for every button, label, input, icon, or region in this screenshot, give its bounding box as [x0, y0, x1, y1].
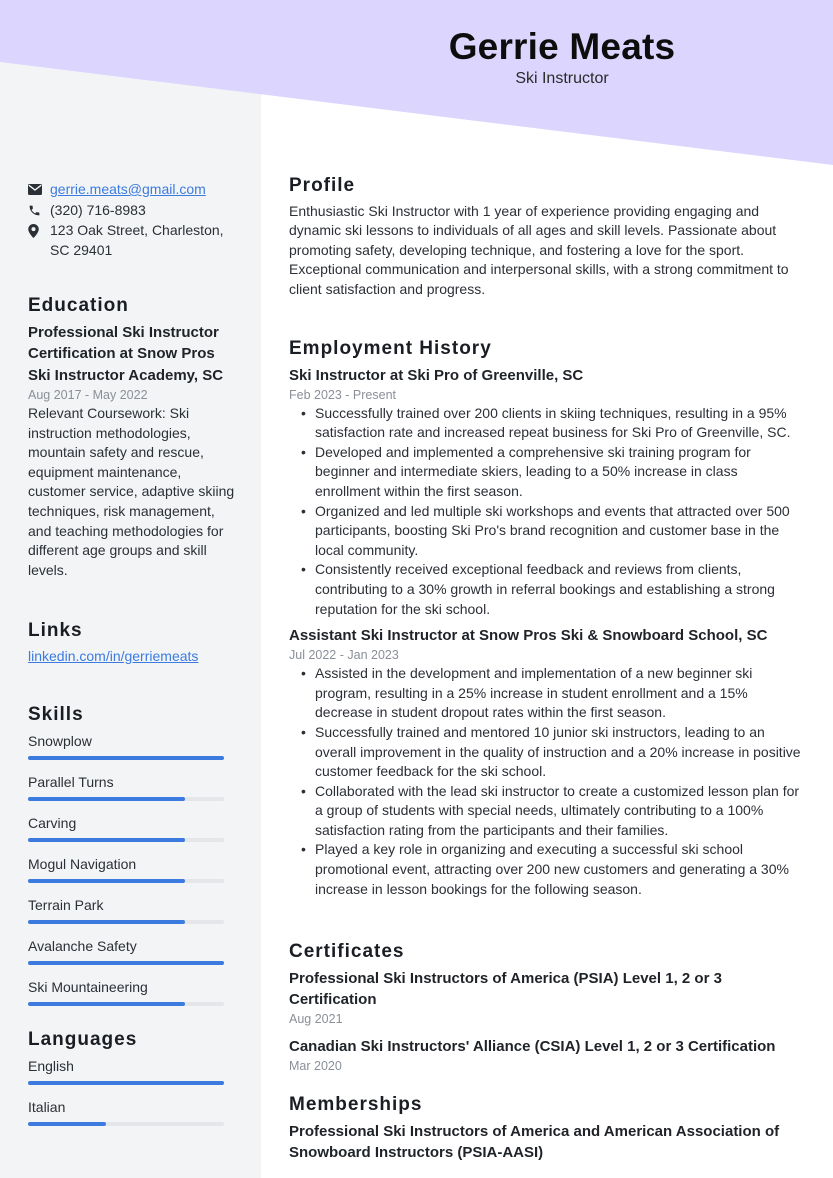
skill-level-fill — [28, 756, 224, 760]
skill-level-fill — [28, 1122, 106, 1126]
profile-section — [289, 176, 804, 300]
contact-block — [28, 180, 238, 261]
skill-level-bar — [28, 1122, 224, 1126]
education-dates: Aug 2017 - May 2022 — [28, 388, 148, 403]
education-heading: Education — [28, 295, 129, 316]
job-dates: Feb 2023 - Present — [289, 387, 397, 402]
education-title: Professional Ski Instructor Certification at Snow Pros Ski Instructor Academy, SC — [28, 323, 224, 384]
job-dates: Jul 2022 - Jan 2023 — [289, 648, 399, 663]
certificate-item — [289, 968, 804, 1028]
education-description: Relevant Coursework: Ski instruction methodologies, mountain safety and rescue, equipment maintenance, customer service, adaptive skiing techniques, risk management, and teaching methodologies for different age groups and skill levels. — [28, 405, 235, 578]
profile-heading: Profile — [289, 175, 356, 196]
skill-label: Avalanche Safety — [28, 937, 137, 954]
skill-level-fill — [28, 1002, 185, 1006]
skill-level-bar — [28, 879, 224, 883]
skill-item — [28, 936, 238, 965]
language-label: Italian — [28, 1098, 66, 1115]
certificates-section — [289, 942, 804, 1083]
skill-item — [28, 977, 238, 1006]
job-bullet: • Consistently received exceptional feedback and reviews from clients, contributing to a 30% growth in referral bookings and establishing a strong reputation for the ski school. — [315, 560, 804, 619]
skill-level-fill — [28, 797, 185, 801]
skill-level-bar — [28, 920, 224, 924]
certificate-title: Canadian Ski Instructors' Alliance (CSIA) Level 1, 2 or 3 Certification — [289, 1037, 776, 1055]
job-bullet: • Developed and implemented a comprehensive ski training program for beginner and intermediate skiers, leading to a 50% increase in class enrollment within the first season. — [315, 443, 804, 502]
linkedin-link[interactable]: linkedin.com/in/gerriemeats — [28, 647, 199, 664]
memberships-section — [289, 1095, 804, 1163]
contact-address — [28, 221, 238, 260]
skill-level-fill — [28, 838, 185, 842]
skill-label: Snowplow — [28, 732, 92, 749]
job-entry — [289, 625, 804, 899]
job-entry — [289, 365, 804, 620]
skills-section — [28, 705, 238, 1018]
skill-item — [28, 854, 238, 883]
address-line-1: 123 Oak Street, Charleston, — [50, 222, 224, 239]
skills-list — [28, 731, 238, 1006]
skill-item — [28, 772, 238, 801]
job-bullet: • Collaborated with the lead ski instructor to create a customized lesson plan for a group of students with special needs, ultimately contributing to a 100% satisfaction rating from the participants and their families. — [315, 782, 804, 841]
education-section — [28, 296, 238, 580]
skill-level-bar — [28, 838, 224, 842]
candidate-name: Gerrie Meats — [448, 26, 676, 67]
certificate-date: Mar 2020 — [289, 1058, 342, 1073]
skill-label: Terrain Park — [28, 896, 104, 913]
links-section — [28, 621, 238, 666]
skill-level-bar — [28, 1002, 224, 1006]
profile-text: Enthusiastic Ski Instructor with 1 year of experience providing engaging and dynamic ski lessons to individuals of all ages and skill levels. Passionate about promoting safety, developing technique, and fostering a love for the sport. Exceptional communication and interpersonal skills, with a strong commitment to client satisfaction and progress. — [289, 202, 789, 297]
skill-label: Mogul Navigation — [28, 855, 137, 872]
employment-heading: Employment History — [289, 338, 492, 359]
skills-heading: Skills — [28, 704, 84, 725]
certificate-title: Professional Ski Instructors of America (PSIA) Level 1, 2 or 3 Certification — [289, 969, 722, 1008]
skill-level-bar — [28, 756, 224, 760]
phone-text: (320) 716-8983 — [50, 201, 146, 218]
contact-phone — [28, 201, 238, 221]
skill-level-fill — [28, 961, 224, 965]
certificates-list — [289, 968, 804, 1075]
job-title: Ski Instructor at Ski Pro of Greenville, SC — [289, 366, 584, 384]
skill-label: Carving — [28, 814, 77, 831]
membership-item: Professional Ski Instructors of America and American Association of Snowboard Instructors (PSIA-AASI) — [289, 1122, 780, 1161]
employment-section — [289, 339, 804, 905]
language-item — [28, 1097, 238, 1126]
memberships-heading: Memberships — [289, 1094, 423, 1115]
skill-item — [28, 895, 238, 924]
certificate-date: Aug 2021 — [289, 1011, 343, 1026]
skill-level-fill — [28, 920, 185, 924]
links-heading: Links — [28, 620, 83, 641]
skill-item — [28, 731, 238, 760]
job-title: Assistant Ski Instructor at Snow Pros Ski & Snowboard School, SC — [289, 627, 768, 645]
address-text — [50, 221, 224, 260]
job-bullets — [289, 404, 804, 620]
job-bullet: • Played a key role in organizing and executing a successful ski school promotional event, attracting over 200 new customers and generating a 30% increase in lesson bookings for the following season. — [315, 840, 804, 899]
map-pin-icon — [28, 221, 50, 240]
job-bullet: • Assisted in the development and implementation of a new beginner ski program, resulting in a 25% increase in student enrollment and a 15% decrease in student dropout rates within the first season. — [315, 664, 804, 723]
address-line-2: SC 29401 — [50, 241, 113, 258]
skill-item — [28, 813, 238, 842]
skill-label: Ski Mountaineering — [28, 978, 148, 995]
language-label: English — [28, 1057, 74, 1074]
job-bullet: • Organized and led multiple ski workshops and events that attracted over 500 participants, boosting Ski Pro's brand recognition and customer base in the local community. — [315, 502, 804, 561]
skill-level-bar — [28, 961, 224, 965]
job-bullets — [289, 664, 804, 899]
languages-list — [28, 1056, 238, 1126]
job-bullet: • Successfully trained and mentored 10 junior ski instructors, leading to an overall improvement in the quality of instruction and a 20% increase in positive customer feedback for the ski school. — [315, 723, 804, 782]
candidate-title: Ski Instructor — [515, 70, 609, 87]
phone-icon — [28, 201, 50, 220]
languages-section — [28, 1030, 238, 1138]
jobs-list — [289, 365, 804, 900]
certificate-item — [289, 1036, 804, 1075]
languages-heading: Languages — [28, 1029, 138, 1050]
certificates-heading: Certificates — [289, 941, 405, 962]
email-link[interactable]: gerrie.meats@gmail.com — [50, 181, 206, 197]
skill-level-bar — [28, 1081, 224, 1085]
contact-email — [28, 180, 238, 200]
language-item — [28, 1056, 238, 1085]
skill-level-bar — [28, 797, 224, 801]
skill-label: Parallel Turns — [28, 773, 114, 790]
job-bullet: • Successfully trained over 200 clients in skiing techniques, resulting in a 95% satisfaction rate and increased repeat business for Ski Pro of Greenville, SC. — [315, 404, 804, 443]
skill-level-fill — [28, 879, 185, 883]
envelope-icon — [28, 180, 50, 199]
skill-level-fill — [28, 1081, 224, 1085]
